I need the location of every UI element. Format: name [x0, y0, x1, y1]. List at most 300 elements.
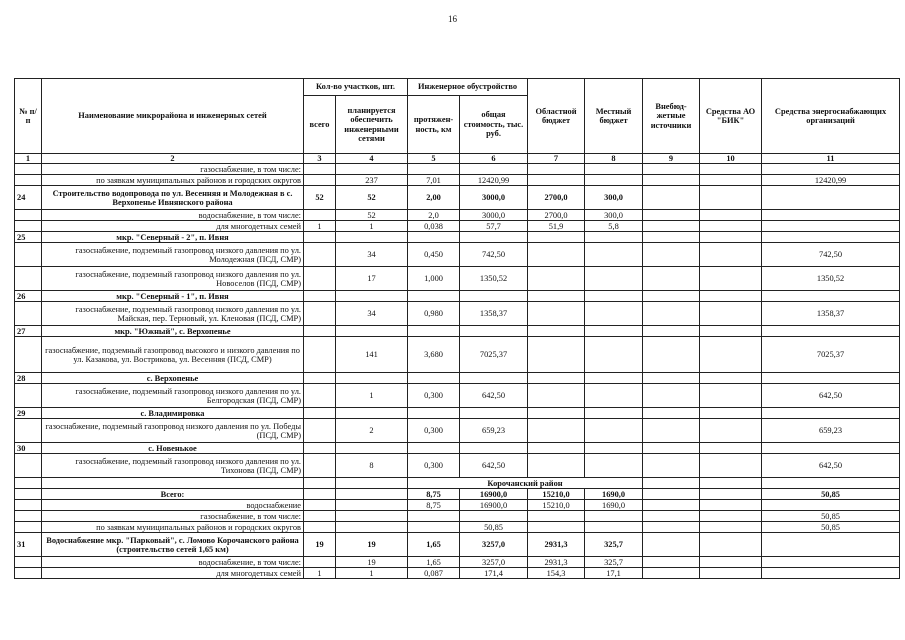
col-number: 3: [304, 154, 336, 164]
table-cell: [304, 164, 336, 175]
table-cell: 2: [336, 419, 408, 443]
table-cell: 50,85: [460, 522, 528, 533]
cell-name: для многодетных семей: [42, 568, 304, 579]
table-cell: 1350,52: [762, 267, 900, 291]
header-local: Местный бюджет: [585, 79, 643, 154]
table-cell: [336, 489, 408, 500]
table-cell: [585, 373, 643, 384]
table-cell: 2931,3: [528, 533, 585, 557]
table-cell: [336, 164, 408, 175]
cell-name: с. Владимировка: [42, 408, 304, 419]
table-row: [15, 164, 900, 175]
cell-num: [15, 175, 42, 186]
table-cell: [304, 326, 336, 337]
table-row: [15, 557, 900, 568]
table-cell: [643, 221, 700, 232]
table-cell: [643, 443, 700, 454]
table-cell: 171,4: [460, 568, 528, 579]
table-cell: [304, 302, 336, 326]
col-number: 7: [528, 154, 585, 164]
table-cell: 3000,0: [460, 210, 528, 221]
table-cell: [304, 511, 336, 522]
table-cell: 1690,0: [585, 500, 643, 511]
table-cell: 7,01: [408, 175, 460, 186]
table-row: [15, 175, 900, 186]
cell-name: мкр. "Южный", с. Верхопенье: [42, 326, 304, 337]
table-cell: [528, 302, 585, 326]
table-cell: [700, 384, 762, 408]
table-cell: 5,8: [585, 221, 643, 232]
cell-num: [15, 384, 42, 408]
table-row: [15, 186, 900, 210]
table-cell: [460, 232, 528, 243]
table-cell: [700, 326, 762, 337]
table-header: [15, 79, 900, 164]
table-cell: 3000,0: [460, 186, 528, 210]
infrastructure-table: [14, 78, 900, 579]
table-cell: [336, 373, 408, 384]
table-row: [15, 454, 900, 478]
cell-num: 29: [15, 408, 42, 419]
table-cell: 659,23: [762, 419, 900, 443]
cell-name: газоснабжение, подземный газопровод высокого и низкого давления по ул. Казакова, ул. Вострикова, ул. Весенняя (ПСД, СМР): [42, 337, 304, 373]
header-infra-group: Инженерное обустройство: [408, 79, 528, 96]
table-cell: [528, 408, 585, 419]
table-cell: [700, 164, 762, 175]
table-cell: [762, 164, 900, 175]
table-cell: [585, 454, 643, 478]
table-cell: [460, 373, 528, 384]
table-cell: 3,680: [408, 337, 460, 373]
table-cell: [643, 232, 700, 243]
table-cell: [643, 500, 700, 511]
table-cell: [700, 232, 762, 243]
table-cell: [643, 408, 700, 419]
header-num: № п/п: [15, 79, 42, 154]
table-cell: 237: [336, 175, 408, 186]
table-cell: 642,50: [762, 454, 900, 478]
table-cell: [700, 186, 762, 210]
table-cell: [304, 291, 336, 302]
table-cell: 2700,0: [528, 210, 585, 221]
header-planned: планируется обеспечить инженерными сетями: [336, 96, 408, 154]
table-row: [15, 291, 900, 302]
table-cell: [585, 243, 643, 267]
table-cell: [336, 443, 408, 454]
table-cell: 51,9: [528, 221, 585, 232]
table-cell: [643, 302, 700, 326]
table-cell: [585, 408, 643, 419]
table-cell: 52: [336, 210, 408, 221]
table-cell: [408, 443, 460, 454]
cell-num: [15, 302, 42, 326]
table-cell: 2,0: [408, 210, 460, 221]
table-cell: 1: [304, 221, 336, 232]
table-cell: [585, 175, 643, 186]
table-cell: [528, 326, 585, 337]
table-cell: 19: [304, 533, 336, 557]
table-cell: [643, 454, 700, 478]
cell-name: газоснабжение, подземный газопровод низкого давления по ул. Майская, пер. Терновый, ул. Кленовая (ПСД, СМР): [42, 302, 304, 326]
table-cell: [643, 489, 700, 500]
table-cell: 0,450: [408, 243, 460, 267]
cell-num: [15, 489, 42, 500]
table-cell: [460, 164, 528, 175]
table-cell: [643, 373, 700, 384]
cell-name: газоснабжение, подземный газопровод низкого давления по ул. Молодежная (ПСД, СМР): [42, 243, 304, 267]
table-row: [15, 408, 900, 419]
table-cell: [304, 210, 336, 221]
table-cell: 1690,0: [585, 489, 643, 500]
table-cell: 1: [336, 568, 408, 579]
table-cell: [700, 210, 762, 221]
cell-num: [15, 522, 42, 533]
table-cell: 642,50: [460, 454, 528, 478]
table-cell: [528, 243, 585, 267]
table-cell: [700, 533, 762, 557]
table-row: [15, 419, 900, 443]
table-cell: 17: [336, 267, 408, 291]
table-cell: [528, 267, 585, 291]
table-cell: 1,65: [408, 533, 460, 557]
cell-num: [15, 164, 42, 175]
table-cell: [762, 291, 900, 302]
table-cell: [585, 326, 643, 337]
table-cell: [643, 384, 700, 408]
col-number: 1: [15, 154, 42, 164]
table-cell: 7025,37: [762, 337, 900, 373]
table-cell: [700, 500, 762, 511]
table-cell: [643, 419, 700, 443]
table-cell: [304, 443, 336, 454]
table-row: [15, 267, 900, 291]
table-cell: [762, 478, 900, 489]
cell-num: [15, 221, 42, 232]
table-cell: [585, 291, 643, 302]
table-cell: [304, 522, 336, 533]
table-cell: [304, 267, 336, 291]
cell-num: 28: [15, 373, 42, 384]
table-cell: [700, 302, 762, 326]
header-name: Наименование микрорайона и инженерных сетей: [42, 79, 304, 154]
table-cell: [762, 326, 900, 337]
table-cell: [700, 267, 762, 291]
col-number: 10: [700, 154, 762, 164]
table-cell: [643, 210, 700, 221]
table-cell: [585, 419, 643, 443]
table-row: [15, 500, 900, 511]
table-cell: 0,300: [408, 454, 460, 478]
cell-num: [15, 267, 42, 291]
cell-num: 27: [15, 326, 42, 337]
table-cell: 3257,0: [460, 533, 528, 557]
table-cell: [762, 408, 900, 419]
table-cell: [528, 164, 585, 175]
cell-name: с. Новенькое: [42, 443, 304, 454]
table-cell: 642,50: [460, 384, 528, 408]
table-cell: [408, 232, 460, 243]
table-cell: 742,50: [762, 243, 900, 267]
table-cell: [762, 232, 900, 243]
table-cell: [585, 443, 643, 454]
district-title: Корочанский район: [408, 478, 643, 489]
table-cell: [700, 243, 762, 267]
cell-num: [15, 419, 42, 443]
table-cell: [336, 232, 408, 243]
cell-name: мкр. "Северный - 2", п. Ивня: [42, 232, 304, 243]
table-cell: 0,087: [408, 568, 460, 579]
table-cell: 7025,37: [460, 337, 528, 373]
table-row: [15, 302, 900, 326]
table-cell: [585, 164, 643, 175]
table-cell: [762, 221, 900, 232]
table-cell: [585, 302, 643, 326]
table-row: [15, 443, 900, 454]
table-cell: 300,0: [585, 186, 643, 210]
table-cell: 659,23: [460, 419, 528, 443]
table-cell: 1358,37: [460, 302, 528, 326]
header-energy: Средства энергоснабжающих организаций: [762, 79, 900, 154]
table-cell: [643, 243, 700, 267]
table-cell: [408, 291, 460, 302]
table-cell: [408, 326, 460, 337]
table-cell: [700, 478, 762, 489]
header-total: всего: [304, 96, 336, 154]
table-cell: [304, 243, 336, 267]
table-cell: [700, 408, 762, 419]
table-cell: [585, 337, 643, 373]
table-row: [15, 221, 900, 232]
table-cell: [700, 175, 762, 186]
table-cell: 19: [336, 533, 408, 557]
table-cell: [304, 175, 336, 186]
col-number: 11: [762, 154, 900, 164]
table-cell: [304, 232, 336, 243]
cell-name: Строительство водопровода по ул. Весенняя и Молодежная в с. Верхопенье Ивнянского района: [42, 186, 304, 210]
table-cell: [643, 568, 700, 579]
cell-name: газоснабжение, подземный газопровод низкого давления по ул. Тихонова (ПСД, СМР): [42, 454, 304, 478]
cell-name: газоснабжение, в том числе:: [42, 511, 304, 522]
table-cell: [304, 337, 336, 373]
table-cell: 742,50: [460, 243, 528, 267]
table-cell: 15210,0: [528, 500, 585, 511]
table-cell: [643, 511, 700, 522]
table-cell: [643, 533, 700, 557]
table-cell: 50,85: [762, 489, 900, 500]
table-cell: [643, 478, 700, 489]
table-cell: 16900,0: [460, 489, 528, 500]
table-cell: [643, 164, 700, 175]
table-cell: [528, 175, 585, 186]
table-row: [15, 243, 900, 267]
table-cell: [643, 267, 700, 291]
table-cell: [700, 557, 762, 568]
cell-name: водоснабжение: [42, 500, 304, 511]
table-cell: [700, 454, 762, 478]
table-cell: 34: [336, 302, 408, 326]
table-cell: [643, 186, 700, 210]
table-cell: [700, 291, 762, 302]
table-cell: [460, 291, 528, 302]
table-cell: [762, 373, 900, 384]
table-cell: [336, 522, 408, 533]
table-cell: 1: [336, 384, 408, 408]
table-cell: 8: [336, 454, 408, 478]
col-number: 9: [643, 154, 700, 164]
table-cell: 34: [336, 243, 408, 267]
table-cell: 3257,0: [460, 557, 528, 568]
cell-num: [15, 478, 42, 489]
header-bik: Средства АО "БИК": [700, 79, 762, 154]
table-cell: [700, 373, 762, 384]
table-cell: 52: [304, 186, 336, 210]
table-cell: [336, 291, 408, 302]
table-cell: [643, 522, 700, 533]
table-cell: [336, 326, 408, 337]
table-cell: [304, 419, 336, 443]
table-cell: 16900,0: [460, 500, 528, 511]
table-cell: 1: [336, 221, 408, 232]
table-row: [15, 384, 900, 408]
cell-num: [15, 210, 42, 221]
table-cell: [700, 522, 762, 533]
table-cell: [528, 373, 585, 384]
table-cell: 300,0: [585, 210, 643, 221]
table-cell: 2,00: [408, 186, 460, 210]
table-row: [15, 373, 900, 384]
cell-name: водоснабжение, в том числе:: [42, 557, 304, 568]
table-cell: [408, 522, 460, 533]
table-cell: [762, 500, 900, 511]
table-cell: [460, 408, 528, 419]
table-row: [15, 568, 900, 579]
table-cell: [336, 478, 408, 489]
table-cell: 2931,3: [528, 557, 585, 568]
table-cell: 12420,99: [762, 175, 900, 186]
cell-name: с. Верхопенье: [42, 373, 304, 384]
cell-name: газоснабжение, подземный газопровод низкого давления по ул. Новоселов (ПСД, СМР): [42, 267, 304, 291]
header-regional: Областной бюджет: [528, 79, 585, 154]
table-cell: [762, 186, 900, 210]
table-cell: [528, 337, 585, 373]
header-length: протяжен-ность, км: [408, 96, 460, 154]
cell-num: [15, 337, 42, 373]
table-cell: [460, 511, 528, 522]
table-cell: [528, 384, 585, 408]
table-cell: 15210,0: [528, 489, 585, 500]
header-plots-group: Кол-во участков, шт.: [304, 79, 408, 96]
table-cell: 325,7: [585, 557, 643, 568]
table-cell: [643, 175, 700, 186]
table-cell: 1: [304, 568, 336, 579]
cell-num: [15, 568, 42, 579]
cell-num: 31: [15, 533, 42, 557]
table-cell: 1,000: [408, 267, 460, 291]
table-cell: [643, 337, 700, 373]
table-cell: [700, 489, 762, 500]
table-cell: [762, 568, 900, 579]
table-cell: 141: [336, 337, 408, 373]
table-cell: [762, 443, 900, 454]
table-cell: 1358,37: [762, 302, 900, 326]
cell-name: Водоснабжение мкр. "Парковый", с. Ломово Корочанского района (строительство сетей 1,65 км): [42, 533, 304, 557]
cell-num: 25: [15, 232, 42, 243]
table-row: [15, 522, 900, 533]
table-row: [15, 489, 900, 500]
table-cell: [700, 221, 762, 232]
table-cell: 8,75: [408, 500, 460, 511]
cell-name: водоснабжение, в том числе:: [42, 210, 304, 221]
table-row: [15, 533, 900, 557]
column-number-row: [15, 154, 900, 164]
table-body: [15, 164, 900, 579]
table-cell: 2700,0: [528, 186, 585, 210]
table-cell: 0,300: [408, 419, 460, 443]
table-cell: 0,038: [408, 221, 460, 232]
col-number: 6: [460, 154, 528, 164]
table-cell: [528, 511, 585, 522]
table-cell: [643, 291, 700, 302]
table-cell: [336, 500, 408, 511]
table-cell: [528, 522, 585, 533]
table-cell: [700, 511, 762, 522]
cell-name: для многодетных семей: [42, 221, 304, 232]
table-cell: [408, 511, 460, 522]
table-cell: 154,3: [528, 568, 585, 579]
table-cell: 8,75: [408, 489, 460, 500]
table-cell: [762, 557, 900, 568]
table-cell: 50,85: [762, 522, 900, 533]
table-cell: 17,1: [585, 568, 643, 579]
page-number: 16: [448, 14, 457, 24]
table-cell: [585, 511, 643, 522]
table-cell: [585, 522, 643, 533]
col-number: 8: [585, 154, 643, 164]
table-cell: 52: [336, 186, 408, 210]
table-cell: [528, 454, 585, 478]
col-number: 2: [42, 154, 304, 164]
table-cell: [700, 443, 762, 454]
cell-name: газоснабжение, подземный газопровод низкого давления по ул. Белгородская (ПСД, СМР): [42, 384, 304, 408]
table-cell: [585, 384, 643, 408]
cell-num: 24: [15, 186, 42, 210]
table-cell: 1350,52: [460, 267, 528, 291]
table-cell: [762, 533, 900, 557]
cell-num: [15, 511, 42, 522]
cell-num: 26: [15, 291, 42, 302]
table-cell: [528, 291, 585, 302]
table-row: [15, 511, 900, 522]
table-row: [15, 478, 900, 489]
cell-num: [15, 454, 42, 478]
table-row: [15, 337, 900, 373]
table-cell: 57,7: [460, 221, 528, 232]
cell-name: газоснабжение, в том числе:: [42, 164, 304, 175]
cell-name: [42, 478, 304, 489]
table-cell: [643, 557, 700, 568]
table-cell: [304, 454, 336, 478]
table-cell: 1,65: [408, 557, 460, 568]
cell-name: по заявкам муниципальных районов и городских округов: [42, 522, 304, 533]
table-cell: [304, 478, 336, 489]
table-cell: 642,50: [762, 384, 900, 408]
cell-name: газоснабжение, подземный газопровод низкого давления по ул. Победы (ПСД, СМР): [42, 419, 304, 443]
cell-name: мкр. "Северный - 1", п. Ивня: [42, 291, 304, 302]
table-cell: [304, 408, 336, 419]
table-cell: [700, 419, 762, 443]
cell-num: [15, 557, 42, 568]
cell-num: [15, 243, 42, 267]
